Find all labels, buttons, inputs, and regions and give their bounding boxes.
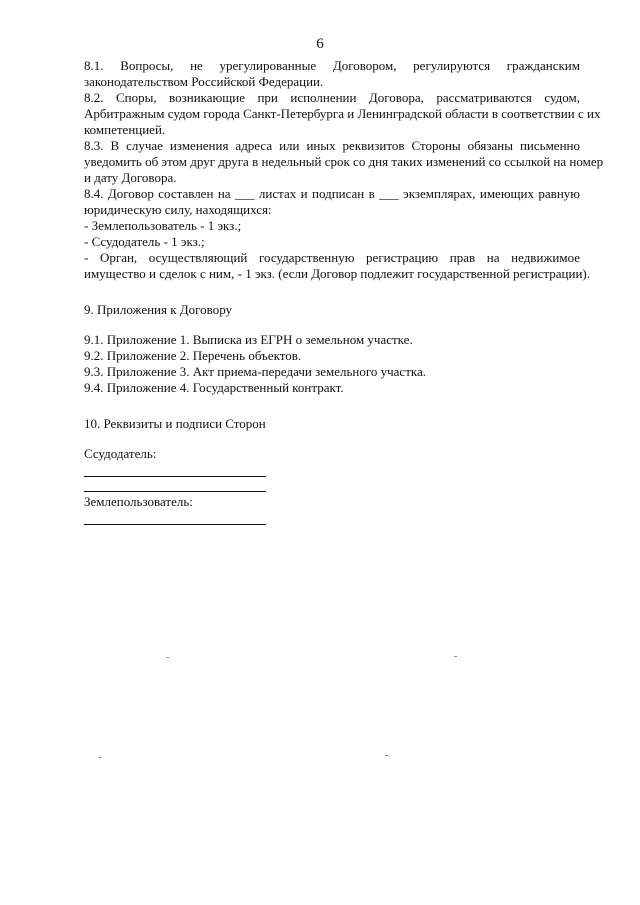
copies-item-registrar [84, 250, 590, 282]
clause-8-3-line-2: уведомить об этом друг друга в недельный срок со дня таких изменений со ссылкой на номер [84, 154, 604, 169]
lender-signature-line-2 [84, 491, 266, 492]
scan-artifact-mark: - [98, 752, 102, 763]
copies-item-land-user: - Землепользователь - 1 экз.; [84, 218, 242, 233]
appendix-item: 9.2. Приложение 2. Перечень объектов. [84, 348, 302, 363]
appendix-item: 9.1. Приложение 1. Выписка из ЕГРН о земельном участке. [84, 332, 413, 347]
copies-list [84, 218, 580, 250]
copies-item-registrar-line-2: имущество и сделок с ним, - 1 экз. (если Договор подлежит государственной регистрации). [84, 266, 590, 281]
clause-8-2-line-3: компетенцией. [84, 122, 166, 137]
clause-8-3-line-1: 8.3. В случае изменения адреса или иных реквизитов Стороны обязаны письменно [84, 138, 580, 153]
clause-8-2-line-2: Арбитражным судом города Санкт-Петербурга и Ленинградской области в соответствии с их [84, 106, 601, 121]
scan-artifact-mark: - [454, 651, 458, 662]
clause-8-2-line-1: 8.2. Споры, возникающие при исполнении Договора, рассматриваются судом, [84, 90, 580, 105]
clause-8-1-line-1: 8.1. Вопросы, не урегулированные Договором, регулируются гражданским [84, 58, 580, 73]
lender-label: Ссудодатель: [84, 446, 157, 461]
scan-artifact-mark: - [166, 652, 170, 663]
clause-8-4-line-2: юридическую силу, находящихся: [84, 202, 272, 217]
clause-8-3-line-3: и дату Договора. [84, 170, 177, 185]
scan-artifact-mark: - [385, 750, 389, 761]
clause-8-1 [84, 58, 580, 90]
section-9-heading: 9. Приложения к Договору [84, 302, 233, 317]
appendix-list [84, 332, 580, 396]
appendix-item: 9.3. Приложение 3. Акт приема-передачи земельного участка. [84, 364, 427, 379]
clause-8-1-line-2: законодательством Российской Федерации. [84, 74, 324, 89]
land-user-signature-line [84, 524, 266, 525]
copies-item-registrar-line-1: - Орган, осуществляющий государственную регистрацию прав на недвижимое [84, 250, 580, 265]
document-body [84, 58, 604, 525]
section-10-heading: 10. Реквизиты и подписи Сторон [84, 416, 266, 431]
clause-8-4-line-1: 8.4. Договор составлен на ___ листах и подписан в ___ экземплярах, имеющих равную [84, 186, 580, 201]
appendix-item: 9.4. Приложение 4. Государственный контракт. [84, 380, 344, 395]
copies-item-lender: - Ссудодатель - 1 экз.; [84, 234, 205, 249]
land-user-label: Землепользователь: [84, 494, 193, 509]
clause-8-4 [84, 186, 580, 218]
page-number: 6 [316, 36, 324, 52]
clause-8-3 [84, 138, 604, 186]
clause-8-2 [84, 90, 601, 138]
